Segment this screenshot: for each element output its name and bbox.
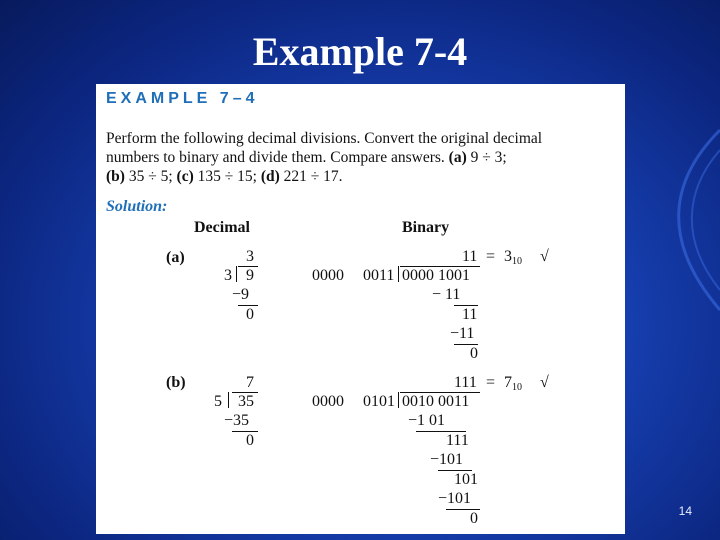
part-a-dec-quotient: 3 bbox=[246, 248, 254, 265]
prompt-line-1: Perform the following decimal divisions. Convert the original decimal bbox=[106, 130, 543, 147]
prompt-d-expr: 221 ÷ 17. bbox=[283, 168, 343, 185]
prompt-b-expr: 35 ÷ 5; bbox=[128, 168, 173, 185]
part-a-dec-dividend: 9 bbox=[246, 267, 254, 284]
part-a-label: (a) bbox=[166, 249, 185, 266]
part-b-bin-step-6: 0 bbox=[470, 510, 478, 527]
part-b-bin-dividend: 0010 0011 bbox=[402, 393, 470, 410]
part-b-bin-step-2: 111 bbox=[446, 432, 469, 449]
prompt-c-expr: 135 ÷ 15; bbox=[197, 168, 257, 185]
part-b-bin-step-1: −1 01 bbox=[408, 412, 446, 429]
part-b-bin-divisor: 0101 bbox=[363, 393, 395, 410]
part-b-bin-bracket bbox=[398, 392, 399, 408]
part-a-bin-bracket bbox=[398, 266, 399, 282]
decimal-column-header: Decimal bbox=[194, 219, 250, 236]
part-a-bin-step-1: − 11 bbox=[432, 286, 461, 303]
part-b-dec-divisor: 5 bbox=[214, 393, 222, 410]
part-a-bin-result: $3_{10}$ bbox=[504, 248, 522, 267]
part-a-bin-prefix: 0000 bbox=[312, 267, 344, 284]
part-a-dec-divisor: 3 bbox=[224, 267, 232, 284]
part-a-bin-step-2: 11 bbox=[462, 306, 478, 323]
prompt-d-label: (d) bbox=[260, 168, 280, 185]
prompt-line-2: numbers to binary and divide them. Compare answers. bbox=[106, 149, 445, 166]
example-panel bbox=[96, 84, 625, 534]
part-b-bin-step-3: −101 bbox=[430, 451, 464, 468]
part-b-dec-sub: −35 bbox=[224, 412, 250, 429]
part-a-bin-step-4: 0 bbox=[470, 345, 478, 362]
part-b-check-icon: √ bbox=[540, 374, 549, 391]
binary-column-header: Binary bbox=[402, 219, 450, 236]
part-b-dec-quotient: 7 bbox=[246, 374, 254, 391]
part-b-bin-result: $7_{10}$ bbox=[504, 374, 522, 393]
part-a-bin-quotient: 11 bbox=[462, 248, 478, 265]
part-a-bin-dividend: 0000 1001 bbox=[402, 267, 470, 284]
part-b-label: (b) bbox=[166, 374, 186, 391]
part-b-dec-dividend: 35 bbox=[238, 393, 254, 410]
part-b-bin-prefix: 0000 bbox=[312, 393, 344, 410]
part-a-dec-sub: −9 bbox=[232, 286, 250, 303]
part-b-bin-step-5: −101 bbox=[438, 490, 472, 507]
example-heading: EXAMPLE 7–4 bbox=[106, 90, 259, 107]
part-a-dec-bracket bbox=[236, 266, 237, 282]
part-b-bin-step-4: 101 bbox=[454, 471, 478, 488]
part-b-bin-eq: = bbox=[486, 374, 496, 391]
part-b-dec-bracket bbox=[228, 392, 229, 408]
solution-label: Solution: bbox=[106, 198, 168, 215]
part-a-check-icon: √ bbox=[540, 248, 549, 265]
prompt-a-label: (a) bbox=[448, 149, 467, 166]
part-a-dec-remainder: 0 bbox=[246, 306, 254, 323]
slide-title: Example 7-4 bbox=[252, 29, 468, 74]
part-b-dec-remainder: 0 bbox=[246, 432, 254, 449]
part-b-bin-quotient: 111 bbox=[454, 374, 477, 391]
prompt-c-label: (c) bbox=[176, 168, 194, 185]
prompt-a-expr: 9 ÷ 3; bbox=[470, 149, 507, 166]
part-a-bin-eq: = bbox=[486, 248, 496, 265]
part-a-bin-step-3: −11 bbox=[450, 325, 475, 342]
page-number: 14 bbox=[678, 504, 692, 518]
part-a-bin-divisor: 0011 bbox=[363, 267, 395, 284]
part-b-dec-sub-bar bbox=[232, 431, 258, 432]
problem-statement bbox=[106, 129, 618, 186]
prompt-b-label: (b) bbox=[106, 168, 125, 185]
